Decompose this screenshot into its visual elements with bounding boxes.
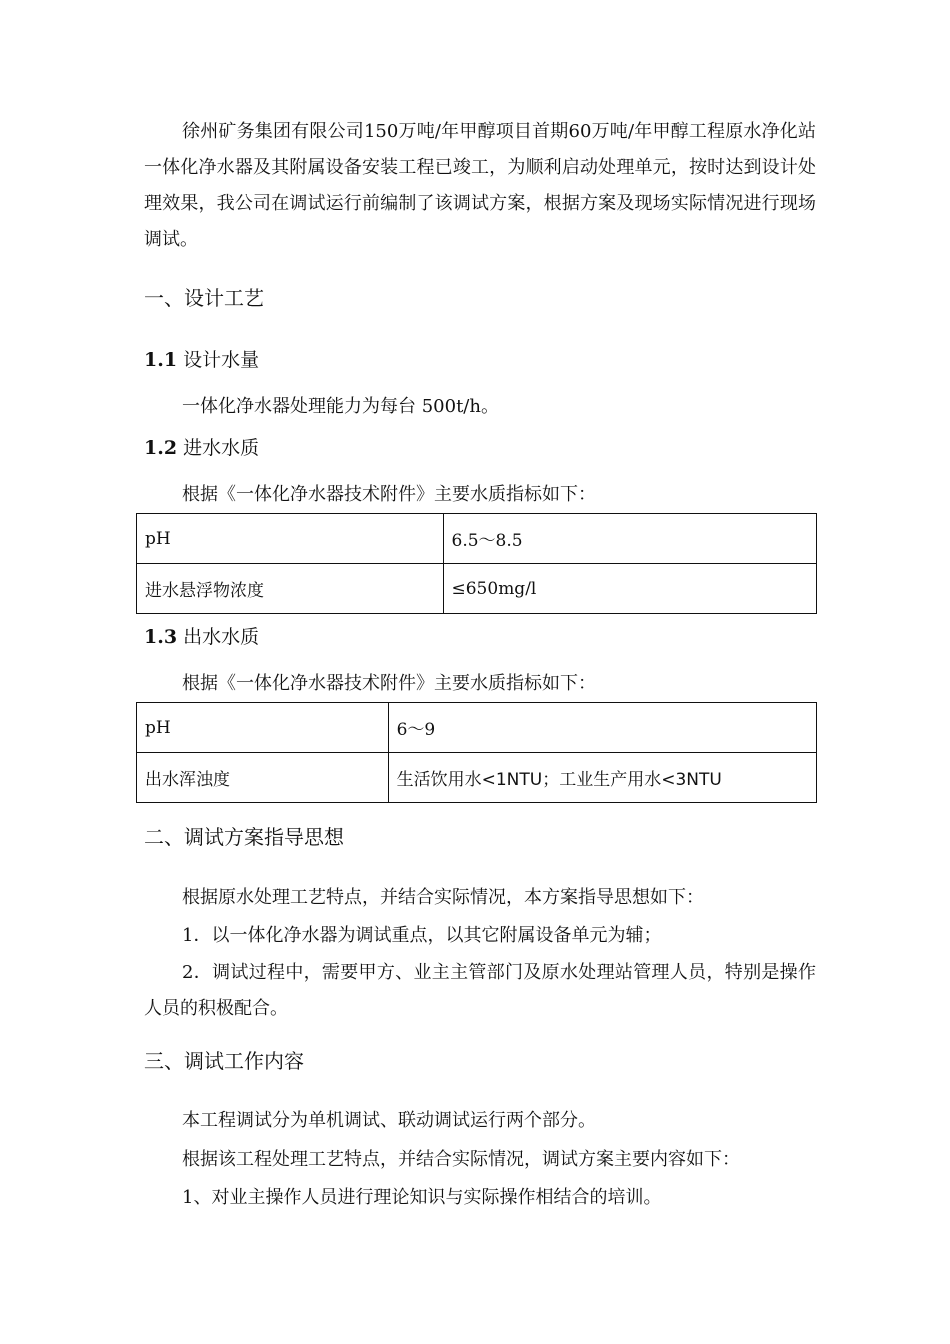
table-cell-name: pH — [137, 514, 444, 564]
section-1-3-title: 出水水质 — [183, 626, 260, 648]
table-cell-name: 进水悬浮物浓度 — [137, 564, 444, 614]
section-3-para-2: 根据该工程处理工艺特点，并结合实际情况，调试方案主要内容如下： — [182, 1149, 740, 1170]
section-1-2-lead: 根据《一体化净水器技术附件》主要水质指标如下： — [182, 484, 596, 505]
table-row — [137, 703, 817, 753]
section-1-heading: 一、设计工艺 — [144, 286, 264, 310]
section-2-heading: 二、调试方案指导思想 — [144, 825, 344, 849]
table-cell-name: 出水浑浊度 — [137, 753, 389, 803]
table-row — [137, 753, 817, 803]
section-1-3-lead: 根据《一体化净水器技术附件》主要水质指标如下： — [182, 673, 596, 694]
section-1-3-number: 1.3 — [144, 626, 178, 648]
intro-paragraph: 徐州矿务集团有限公司150万吨/年甲醇项目首期60万吨/年甲醇工程原水净化站一体化净水器及其附属设备安装工程已竣工，为顺利启动处理单元，按时达到设计处理效果，我公司在调试运行前编制了该调试方案，根据方案及现场实际情况进行现场调试。 — [144, 121, 816, 250]
table-cell-value: 6.5～8.5 — [443, 514, 817, 564]
section-1-1-number: 1.1 — [144, 349, 178, 371]
section-3-heading: 三、调试工作内容 — [144, 1049, 304, 1073]
section-3-para-3: 1、对业主操作人员进行理论知识与实际操作相结合的培训。 — [182, 1187, 662, 1208]
section-2-item-1: 1．以一体化净水器为调试重点，以其它附属设备单元为辅； — [182, 925, 662, 946]
inlet-quality-table — [136, 513, 817, 614]
table-row — [137, 514, 817, 564]
section-1-2-number: 1.2 — [144, 437, 178, 459]
section-3-para-1: 本工程调试分为单机调试、联动调试运行两个部分。 — [182, 1110, 596, 1131]
section-1-1-title: 设计水量 — [183, 349, 260, 371]
outlet-quality-table — [136, 702, 817, 803]
table-cell-value: 生活饮用水<1NTU；工业生产用水<3NTU — [388, 753, 816, 803]
section-1-2-heading — [144, 435, 259, 461]
section-1-1-text: 一体化净水器处理能力为每台 500t/h。 — [182, 396, 499, 417]
section-1-2-title: 进水水质 — [183, 437, 260, 459]
section-2-item-2: 2．调试过程中，需要甲方、业主主管部门及原水处理站管理人员，特别是操作人员的积极配合。 — [144, 962, 816, 1019]
table-row — [137, 564, 817, 614]
section-2-lead: 根据原水处理工艺特点，并结合实际情况，本方案指导思想如下： — [182, 887, 704, 908]
table-cell-name: pH — [137, 703, 389, 753]
table-cell-value: 6～9 — [388, 703, 816, 753]
table-cell-value: ≤650mg/l — [443, 564, 817, 614]
section-1-1-heading — [144, 347, 259, 373]
section-1-3-heading — [144, 624, 259, 650]
